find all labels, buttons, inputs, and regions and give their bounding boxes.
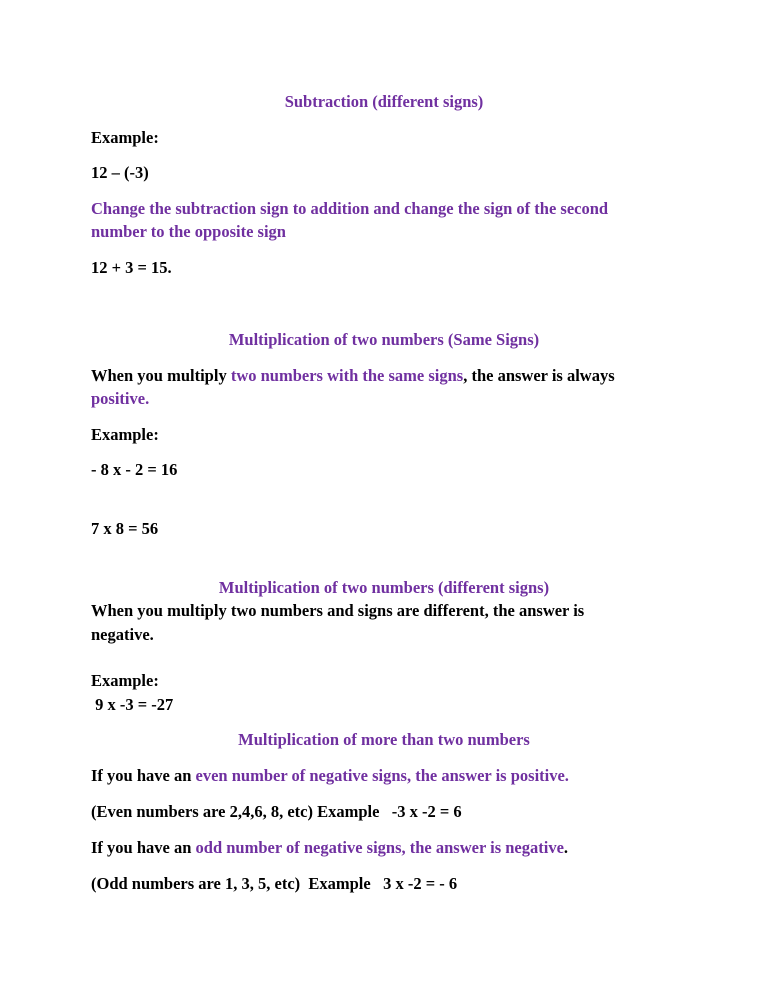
mult-diff-heading: Multiplication of two numbers (different signs) (218, 578, 550, 597)
subtraction-rule-line1: Change the subtraction sign to addition and change the sign of the second (91, 199, 609, 218)
mult-more-even-rule (91, 765, 569, 787)
mult-more-even-example: (Even numbers are 2,4,6, 8, etc) Example -3 x -2 = 6 (91, 802, 462, 821)
mult-more-odd-highlight: odd number of negative signs, the answer is negative (195, 838, 564, 857)
subtraction-heading: Subtraction (different signs) (284, 92, 484, 111)
mult-more-heading: Multiplication of more than two numbers (238, 730, 530, 749)
mult-same-rule-post: , the answer is always (463, 366, 615, 385)
mult-more-odd-post: . (563, 838, 569, 857)
subtraction-example-label: Example: (91, 128, 159, 147)
mult-same-rule-pre: When you multiply (91, 366, 231, 385)
mult-more-odd-pre: If you have an (91, 838, 196, 857)
mult-more-even-highlight: even number of negative signs, the answer is positive. (195, 766, 569, 785)
mult-same-example2: 7 x 8 = 56 (91, 519, 159, 538)
mult-same-example-label: Example: (91, 425, 159, 444)
mult-more-odd-example: (Odd numbers are 1, 3, 5, etc) Example 3 x -2 = - 6 (91, 874, 458, 893)
subtraction-result: 12 + 3 = 15. (91, 258, 172, 277)
mult-same-rule-line2: positive. (91, 389, 150, 408)
mult-diff-example: 9 x -3 = -27 (91, 695, 174, 714)
mult-diff-rule-line1: When you multiply two numbers and signs are different, the answer is (91, 601, 585, 620)
subtraction-expression: 12 – (-3) (91, 163, 149, 182)
mult-diff-rule-line2: negative. (91, 625, 154, 644)
mult-same-heading: Multiplication of two numbers (Same Signs) (228, 330, 540, 349)
mult-diff-example-label: Example: (91, 671, 159, 690)
subtraction-rule-line2: number to the opposite sign (91, 222, 286, 241)
mult-same-rule-line1 (91, 365, 615, 387)
mult-same-example1: - 8 x - 2 = 16 (91, 460, 178, 479)
mult-more-even-pre: If you have an (91, 766, 196, 785)
mult-same-rule-highlight: two numbers with the same signs (230, 366, 464, 385)
mult-more-odd-rule (91, 837, 568, 859)
